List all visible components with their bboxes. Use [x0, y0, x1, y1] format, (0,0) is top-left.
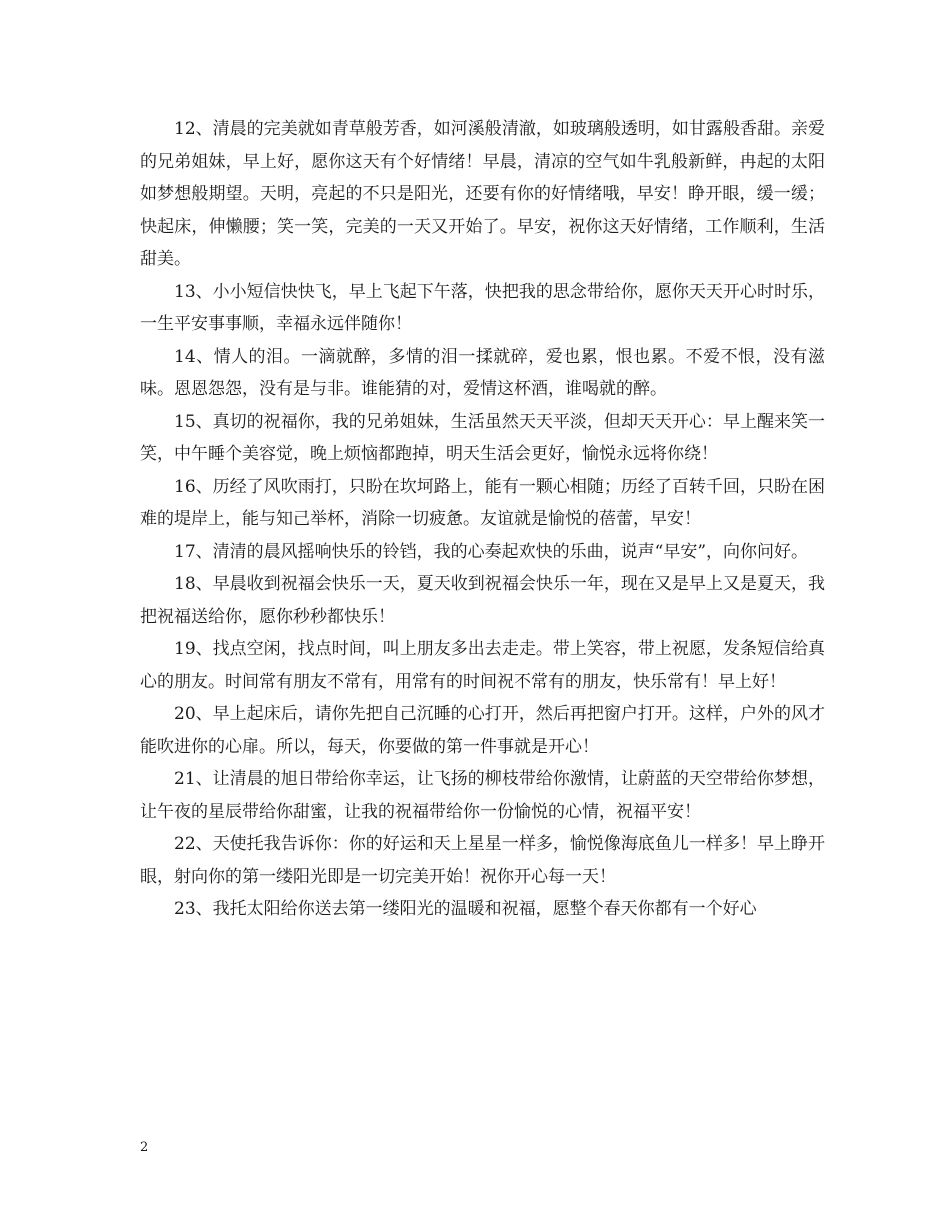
paragraph-15: 15、真切的祝福你，我的兄弟姐妹，生活虽然天天平淡，但却天天开心：早上醒来笑一笑，中午睡个美容觉，晚上烦恼都跑掉，明天生活会更好，愉悦永远将你绕！ [140, 411, 825, 464]
page-number: 2 [140, 1140, 149, 1155]
paragraph-21: 21、让清晨的旭日带给你幸运，让飞扬的柳枝带给你激情，让蔚蓝的天空带给你梦想，让午夜的星辰带给你甜蜜，让我的祝福带给你一份愉悦的心情，祝福平安！ [140, 769, 825, 822]
paragraph-18: 18、早晨收到祝福会快乐一天，夏天收到祝福会快乐一年，现在又是早上又是夏天，我把祝福送给你，愿你秒秒都快乐！ [140, 574, 825, 627]
paragraph-17: 17、清清的晨风摇响快乐的铃铛，我的心奏起欢快的乐曲，说声“早安”，向你问好。 [174, 541, 809, 562]
paragraph-12: 12、清晨的完美就如青草般芳香，如河溪般清澈，如玻璃般透明，如甘露般香甜。亲爱的兄弟姐妹，早上好，愿你这天有个好情绪！早晨，清凉的空气如牛乳般新鲜，冉起的太阳如梦想般期望。天明，亮起的不只是阳光，还要有你的好情绪哦，早安！睁开眼，缓一缓；快起床，伸懒腰；笑一笑，完美的一天又开始了。早安，祝你这天好情绪，工作顺利，生活甜美。 [140, 119, 825, 269]
paragraph-22: 22、天使托我告诉你：你的好运和天上星星一样多，愉悦像海底鱼儿一样多！早上睁开眼，射向你的第一缕阳光即是一切完美开始！祝你开心每一天！ [140, 834, 825, 887]
paragraph-16: 16、历经了风吹雨打，只盼在坎坷路上，能有一颗心相随；历经了百转千回，只盼在困难的堤岸上，能与知己举杯，消除一切疲惫。友谊就是愉悦的蓓蕾，早安！ [140, 476, 825, 529]
paragraph-23: 23、我托太阳给你送去第一缕阳光的温暖和祝福，愿整个春天你都有一个好心 [174, 899, 757, 919]
paragraph-20: 20、早上起床后，请你先把自己沉睡的心打开，然后再把窗户打开。这样，户外的风才能吹进你的心扉。所以，每天，你要做的第一件事就是开心！ [140, 704, 825, 757]
paragraph-19: 19、找点空闲，找点时间，叫上朋友多出去走走。带上笑容，带上祝愿，发条短信给真心的朋友。时间常有朋友不常有，用常有的时间祝不常有的朋友，快乐常有！早上好！ [140, 639, 825, 692]
paragraph-13: 13、小小短信快快飞，早上飞起下午落，快把我的思念带给你，愿你天天开心时时乐，一生平安事事顺，幸福永远伴随你！ [140, 281, 825, 334]
paragraph-14: 14、情人的泪。一滴就醉，多情的泪一揉就碎，爱也累，恨也累。不爱不恨，没有滋味。恩恩怨怨，没有是与非。谁能猜的对，爱情这杯酒，谁喝就的醉。 [140, 346, 825, 399]
document-body [140, 113, 825, 926]
